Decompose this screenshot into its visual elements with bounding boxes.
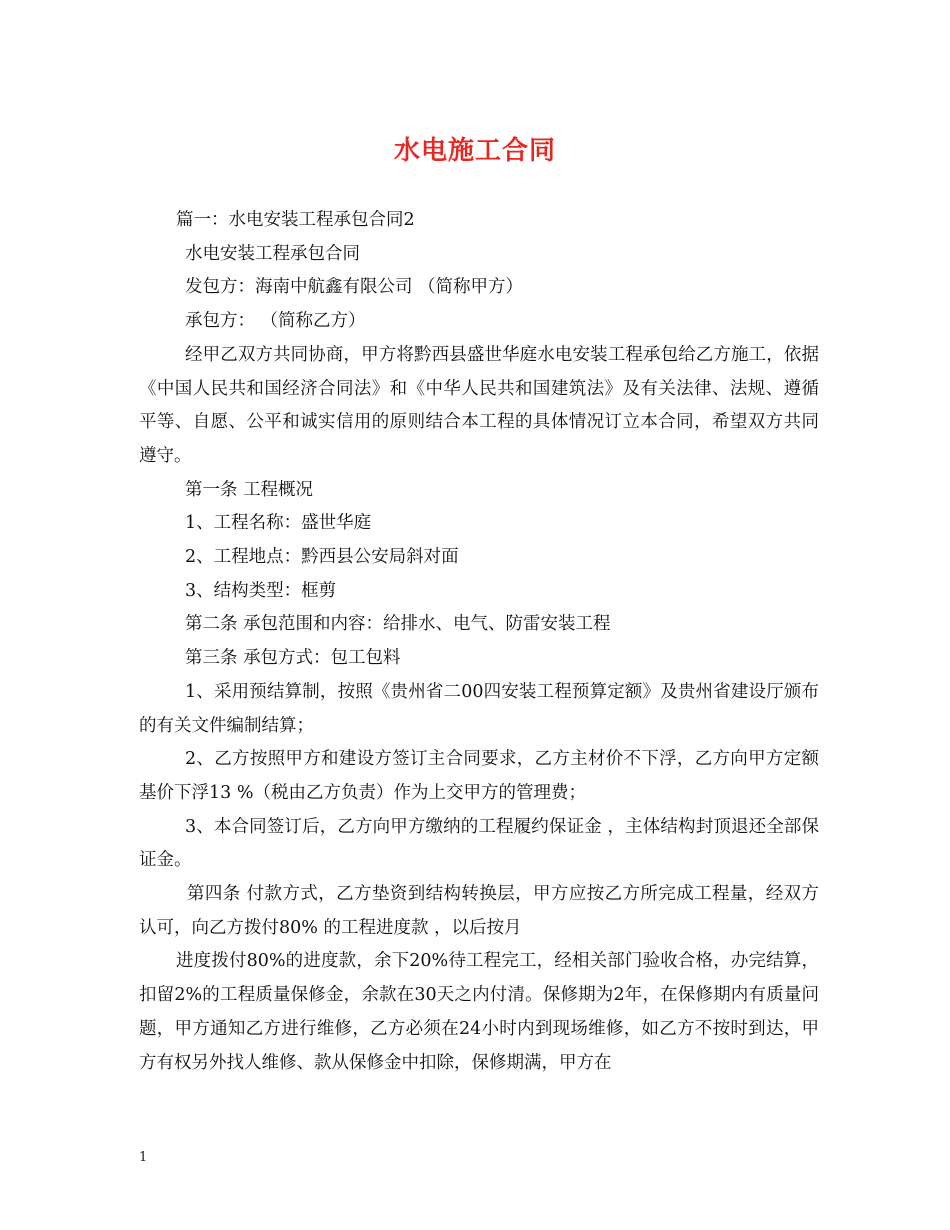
party-b-line: 承包方： （简称乙方） xyxy=(185,311,366,332)
party-a-line: 发包方：海南中航鑫有限公司 （简称甲方） xyxy=(185,277,524,298)
document-title: 水电施工合同 xyxy=(393,136,556,166)
clause-3-3: 3、本合同签订后，乙方向甲方缴纳的工程履约保证金 ，主体结构封顶退还全部保证金。 xyxy=(139,816,819,871)
article-4-paragraph: 第四条 付款方式，乙方垫资到结构转换层，甲方应按乙方所完成工程量，经双方认可，向乙方拨付80% 的工程进度款 ，以后按月 xyxy=(139,884,819,938)
article-3-line: 第三条 承包方式：包工包料 xyxy=(185,648,401,669)
project-name-line: 1、工程名称：盛世华庭 xyxy=(185,513,372,534)
structure-type-line: 3、结构类型：框剪 xyxy=(185,580,337,601)
article-1-heading: 第一条 工程概况 xyxy=(185,479,314,500)
project-location-line: 2、工程地点：黔西县公安局斜对面 xyxy=(185,547,459,568)
contract-subtitle: 水电安装工程承包合同 xyxy=(185,243,360,264)
document-body xyxy=(139,204,819,1080)
section-heading: 篇一：水电安装工程承包合同2 xyxy=(176,210,415,230)
clause-3-1: 1、采用预结算制，按照《贵州省二00四安装工程预算定额》及贵州省建设厅颁布的有关文件编制结算； xyxy=(139,681,819,736)
article-2-line: 第二条 承包范围和内容：给排水、电气、防雷安装工程 xyxy=(185,614,611,635)
clause-3-2: 2、乙方按照甲方和建设方签订主合同要求，乙方主材价不下浮，乙方向甲方定额基价下浮13 %（税由乙方负责）作为上交甲方的管理费； xyxy=(139,749,819,803)
payment-paragraph: 进度拨付80%的进度款，余下20%待工程完工，经相关部门验收合格，办完结算，扣留2%的工程质量保修金，余款在30天之内付清。保修期为2年，在保修期内有质量问题，甲方通知乙方进行维修，乙方必须在24小时内到现场维修，如乙方不按时到达，甲方有权另外找人维修、款从保修金中扣除，保修期满，甲方在 xyxy=(139,951,819,1073)
intro-paragraph: 经甲乙双方共同协商，甲方将黔西县盛世华庭水电安装工程承包给乙方施工，依据《中国人民共和国经济合同法》和《中华人民共和国建筑法》及有关法律、法规、遵循平等、自愿、公平和诚实信用的原则结合本工程的具体情况订立本合同，希望双方共同遵守。 xyxy=(139,344,819,466)
page-number: 1 xyxy=(139,1150,148,1165)
